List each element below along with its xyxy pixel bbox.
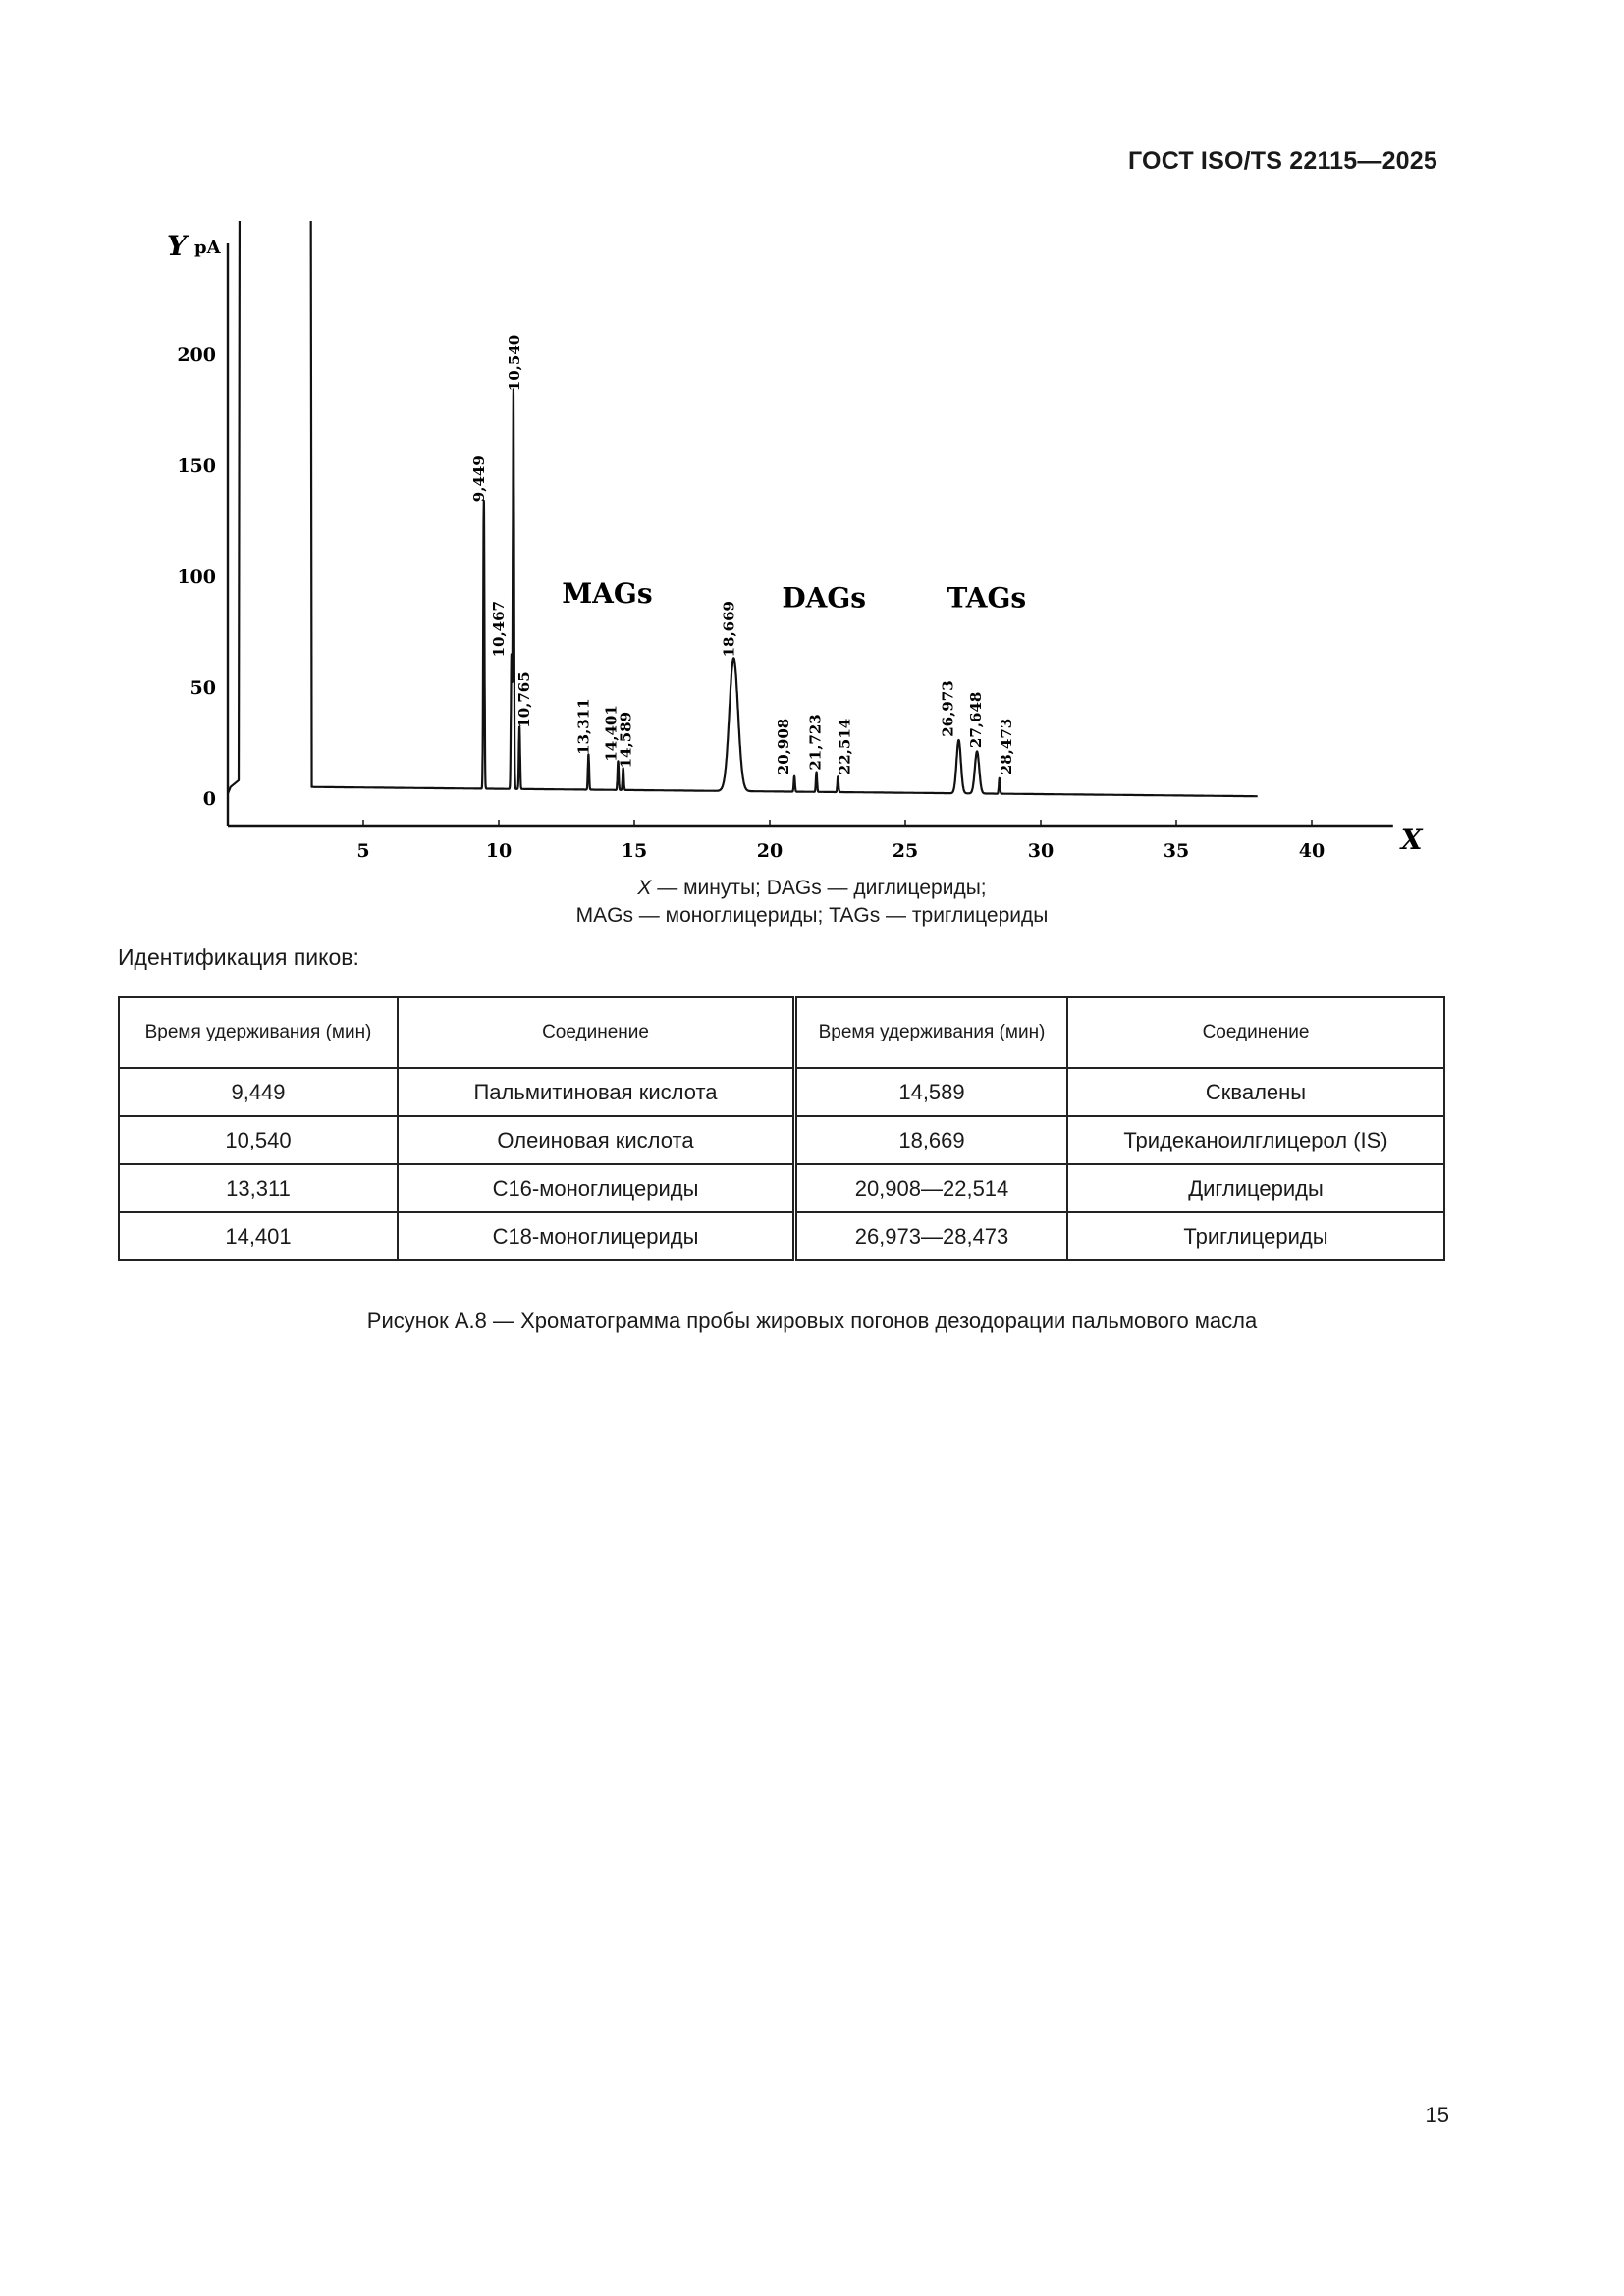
table-row	[119, 1164, 1444, 1212]
cell-time: 14,401	[119, 1212, 398, 1260]
cell-compound: Олеиновая кислота	[398, 1116, 795, 1164]
group-label: MAGs	[562, 577, 653, 611]
chromatogram-trace	[228, 221, 1258, 796]
peak-label: 14,589	[617, 711, 635, 769]
peak-label: 9,449	[469, 455, 488, 503]
cell-time: 18,669	[795, 1116, 1068, 1164]
document-header: ГОСТ ISO/TS 22115—2025	[1128, 147, 1437, 175]
cell-compound: Пальмитиновая кислота	[398, 1068, 795, 1116]
x-tick-label: 5	[356, 840, 370, 862]
x-tick-label: 35	[1163, 840, 1190, 862]
group-annotations	[562, 577, 1026, 614]
peak-label: 28,473	[997, 718, 1015, 775]
cell-time: 20,908—22,514	[795, 1164, 1068, 1212]
axis-legend-line-2: MAGs — моноглицериды; TAGs — триглицериды	[575, 904, 1049, 927]
cell-time: 9,449	[119, 1068, 398, 1116]
peak-identification-table	[118, 996, 1445, 1261]
x-tick-label: 10	[485, 840, 513, 862]
table-row	[119, 1116, 1444, 1164]
cell-time: 26,973—28,473	[795, 1212, 1068, 1260]
x-tick-label: 30	[1027, 840, 1055, 862]
header-compound-1: Соединение	[398, 997, 795, 1068]
chart-axes	[167, 230, 1424, 856]
peak-label: 20,908	[775, 718, 793, 775]
peak-label: 10,540	[505, 334, 523, 392]
group-label: DAGs	[782, 581, 867, 614]
x-tick-label: 40	[1298, 840, 1326, 862]
cell-compound: Диглицериды	[1067, 1164, 1444, 1212]
y-axis-label: Y	[167, 230, 187, 262]
table-row	[119, 1212, 1444, 1260]
table-header-row	[119, 997, 1444, 1068]
group-label: TAGs	[947, 581, 1027, 614]
peak-labels	[470, 335, 1015, 774]
x-axis-label: X	[1400, 824, 1423, 856]
cell-compound: Сквалены	[1067, 1068, 1444, 1116]
peak-label: 14,401	[602, 705, 621, 762]
peak-label: 18,669	[720, 600, 738, 658]
chromatogram-chart	[137, 221, 1453, 869]
header-retention-time-1: Время удерживания (мин)	[119, 997, 398, 1068]
table-row	[119, 1068, 1444, 1116]
x-tick-label: 25	[892, 840, 919, 862]
page-number: 15	[1425, 2103, 1449, 2127]
cell-time: 13,311	[119, 1164, 398, 1212]
chart-ticks	[177, 345, 1325, 862]
axis-legend-line-1	[0, 877, 1624, 900]
x-tick-label: 20	[756, 840, 784, 862]
peak-label: 13,311	[574, 698, 593, 755]
cell-time: 14,589	[795, 1068, 1068, 1116]
cell-compound: С18-моноглицериды	[398, 1212, 795, 1260]
header-compound-2: Соединение	[1067, 997, 1444, 1068]
peak-label: 10,467	[489, 600, 508, 658]
y-tick-label: 50	[189, 677, 216, 699]
peak-label: 22,514	[836, 718, 854, 775]
header-retention-time-2: Время удерживания (мин)	[795, 997, 1068, 1068]
y-tick-label: 150	[177, 455, 216, 477]
cell-compound: С16-моноглицериды	[398, 1164, 795, 1212]
peak-label: 10,765	[515, 671, 534, 728]
y-tick-label: 200	[177, 345, 216, 366]
peak-label: 21,723	[806, 714, 825, 771]
y-tick-label: 100	[177, 566, 216, 588]
peak-label: 26,973	[939, 680, 957, 737]
x-tick-label: 15	[621, 840, 648, 862]
y-axis-unit: pA	[194, 238, 221, 258]
y-tick-label: 0	[202, 788, 216, 810]
cell-time: 10,540	[119, 1116, 398, 1164]
figure-title: Рисунок А.8 — Хроматограмма пробы жировых погонов дезодорации пальмового масла	[366, 1308, 1258, 1333]
cell-compound: Тридеканоилглицерол (IS)	[1067, 1116, 1444, 1164]
peak-label: 27,648	[967, 691, 986, 749]
legend-x-variable: X	[637, 877, 652, 899]
legend-line-1-text: — минуты; DAGs — диглицериды;	[657, 877, 987, 899]
cell-compound: Триглицериды	[1067, 1212, 1444, 1260]
peak-identification-title: Идентификация пиков:	[118, 944, 359, 970]
